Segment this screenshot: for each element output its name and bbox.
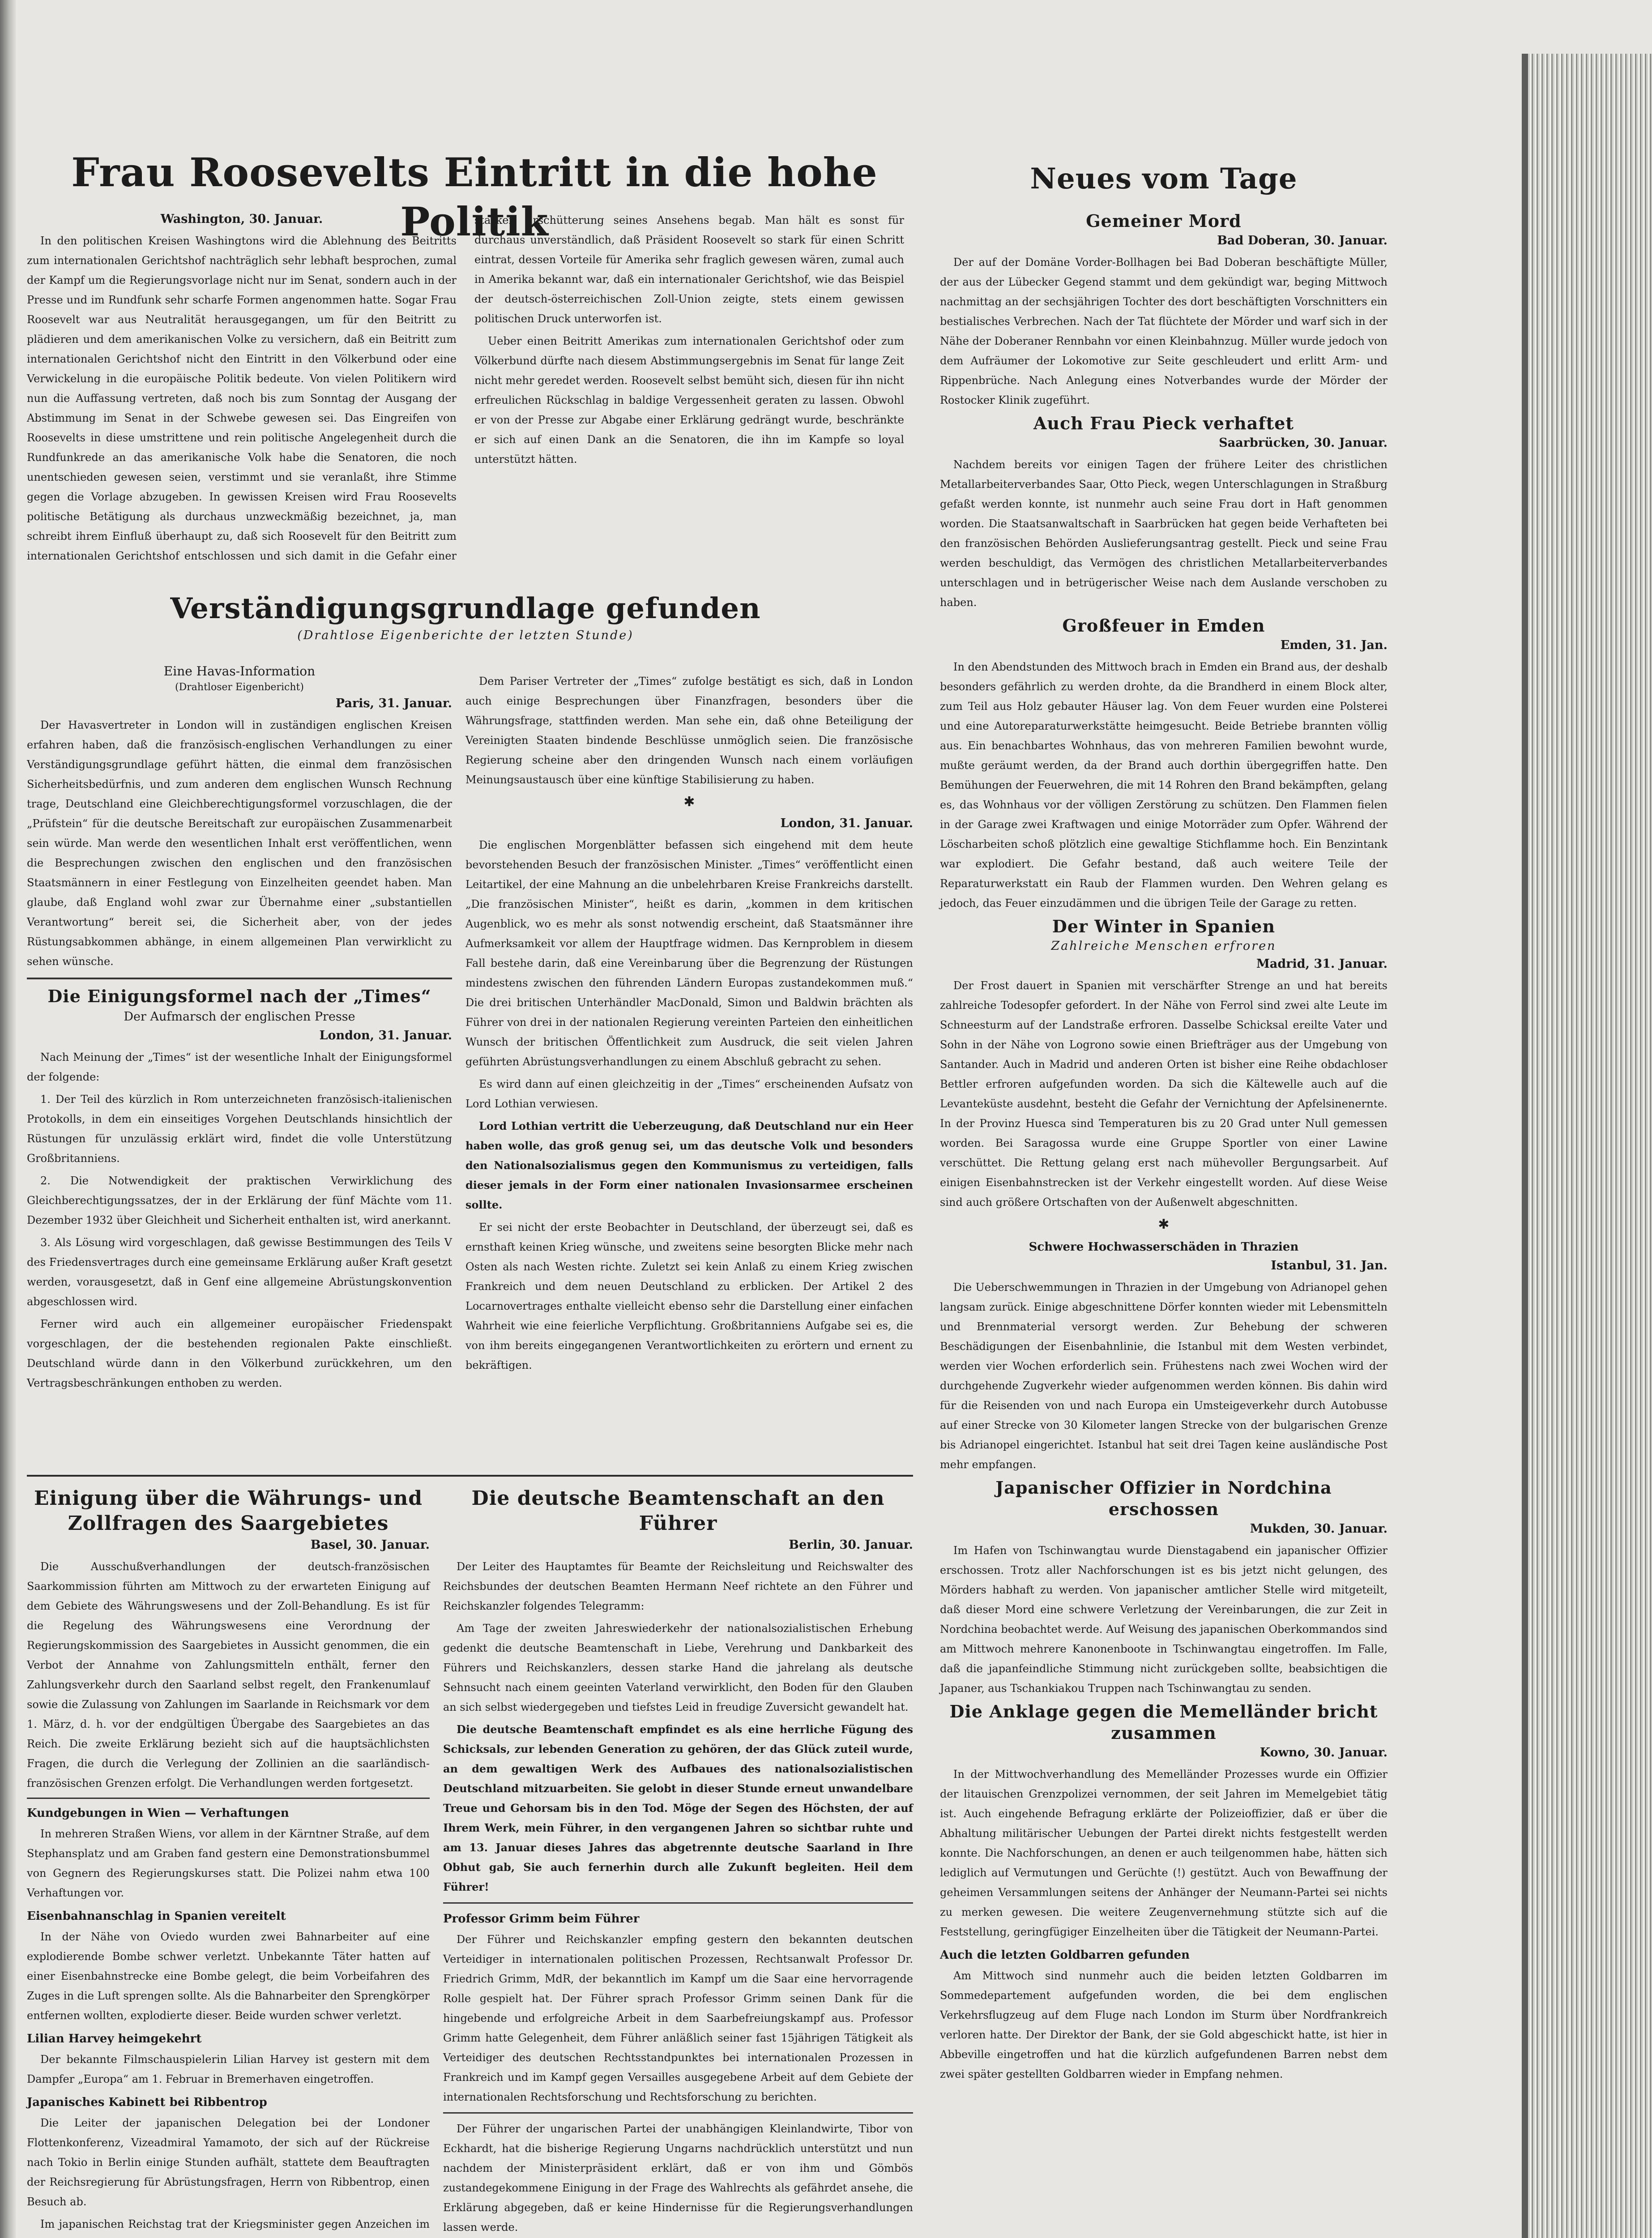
item-title: Auch die letzten Goldbarren gefunden — [940, 1948, 1190, 1962]
item-dateline: Mukden, 30. Januar. — [1250, 1522, 1387, 1536]
section-neues-vom-tage — [940, 161, 1387, 197]
headline-saar: Einigung über die Währungs- und Zollfragen des Saargebietes — [34, 1487, 423, 1535]
item-text: Der auf der Domäne Vorder-Bollhagen bei Bad Doberan beschäftigte Müller, der aus der Lübecker Gegend stammt und dem gekündigt war, beging Mittwoch nachmittag an der sechsjährigen Tochter des dort beschäftigten Vorschnitters ein bestialisches Verbrechen. Nach der Tat flüchtete der Mörder und warf sich in der Nähe der Doberaner Rennbahn vor einen Kleinbahnzug. Müller wurde jedoch von dem Aufräumer der Lokomotive zur Seite geschleudert und erlitt Arm- und Rippenbrüche. Nach Anlegung eines Notverbandes wurde der Mörder der Rostocker Klinik zugeführt. — [940, 256, 1387, 406]
item-dateline: Istanbul, 31. Jan. — [1271, 1259, 1387, 1273]
paragraph: 2. Die Notwendigkeit der praktischen Verwirklichung des Gleichberechtigungssatzes, der in der Erklärung der fünf Mächte vom 11. Dezember 1932 über Gleichheit und Sicherheit enthalten ist, wird anerkannt. — [27, 1175, 452, 1226]
book-binding — [0, 0, 16, 2238]
section-star: ✱ — [1158, 1217, 1170, 1232]
headline-neues-vom-tage: Neues vom Tage — [1030, 162, 1298, 196]
item-text: Nachdem bereits vor einigen Tagen der frühere Leiter des christlichen Metallarbeiterverbandes Saar, Otto Pieck, wegen Unterschlagungen in Straßburg gefaßt werden konnte, ist nunmehr auch seine Frau dort in Haft genommen worden. Die Staatsanwaltschaft in Saarbrücken hat gegen beide Verhafteten bei den französischen Behörden Auslieferungsantrag gestellt. Pieck und seine Frau werden beschuldigt, das Vermögen des christlichen Metallarbeiterverbandes unterschlagen und in betrügerischer Weise nach dem Auslande verschoben zu haben. — [940, 458, 1387, 609]
paragraph: Der Führer und Reichskanzler empfing gestern den bekannten deutschen Verteidiger in internationalen politischen Prozessen, Rechtsanwalt Professor Dr. Friedrich Grimm, MdR, der bekanntlich im Kampf um die Saar eine hervorragende Rolle gespielt hat. Der Führer sprach Professor Grimm seinen Dank für die hingebende und erfolgreiche Arbeit in dem Saarbefreiungskampf aus. Professor Grimm hatte Gelegenheit, dem Führer anläßlich seiner fast 15jährigen Tätigkeit als Verteidiger des deutschen Rechtsstandpunktes bei internationalen Prozessen in Frankreich und im Kampf gegen Versailles ausgegebene Arbeit auf dem Gebiete der internationalen Rechtsforschung und Rechtsforschung zu berichten. — [443, 1933, 913, 2103]
item-title: Schwere Hochwasserschäden in Thrazien — [1029, 1240, 1299, 1254]
paragraph: Er sei nicht der erste Beobachter in Deutschland, der überzeugt sei, daß es ernsthaft keinen Krieg wünsche, und zweitens seine besorgten Blicke mehr nach Osten als nach Westen richte. Zuletzt sei kein Anlaß zu einem Krieg zwischen Frankreich und dem neuen Deutschland zu erblicken. Der Artikel 2 des Locarnovertrages enthalte vielleicht ebenso sehr die Darstellung einer einfachen Wahrheit wie eine feierliche Verpflichtung. Großbritanniens Aufgabe sei es, die von ihm bereits eingegangenen Verantwortlichkeiten zu erörtern und ernent zu bekräftigen. — [465, 1221, 913, 1371]
paragraph: 1. Der Teil des kürzlich in Rom unterzeichneten französisch-italienischen Protokolls, in dem ein einseitiges Vorgehen Deutschlands hinsichtlich der Rüstungen für unzulässig erklärt wird, findet die volle Unterstützung Großbritanniens. — [27, 1093, 452, 1165]
dateline-berlin: Berlin, 30. Januar. — [789, 1538, 913, 1552]
divider — [27, 1798, 430, 1799]
neues-vom-tage-body — [940, 210, 1387, 2238]
item-dateline: Bad Doberan, 30. Januar. — [1217, 234, 1387, 248]
short-text: Die Leiter der japanischen Delegation bei der Londoner Flottenkonferenz, Vizeadmiral Yamamoto, der sich auf der Rückreise nach Tokio in Berlin einige Stunden aufhält, stattete dem Beauftragten der Reichsregierung für Abrüstungsfragen, Herrn von Ribbentrop, einen Besuch ab. — [27, 2117, 430, 2208]
page-edge-stack — [1522, 54, 1652, 2238]
item-text: Die Ueberschwemmungen in Thrazien in der Umgebung von Adrianopel gehen langsam zurück. Einige abgeschnittene Dörfer konnten wieder mit Lebensmitteln und Brennmaterial versorgt werden. Zur Behebung der schweren Beschädigungen der Eisenbahnlinie, die Istanbul mit dem Westen verbindet, werden vier Wochen erforderlich sein. Frühestens nach zwei Wochen wird der durchgehende Zugverkehr wieder aufgenommen werden können. Bis dahin wird für die Reisenden von und nach Europa ein Umsteigeverkehr durch Autobusse auf einer Strecke von 30 Kilometer langen Strecke von der bulgarischen Grenze bis Adrianopel eingerichtet. Istanbul hat seit drei Tagen keine ausländische Post mehr empfangen. — [940, 1281, 1387, 1471]
short-title: Lilian Harvey heimgekehrt — [27, 2032, 202, 2046]
item-title: Gemeiner Mord — [1086, 211, 1242, 231]
article-verstaendigung-header — [27, 591, 904, 645]
short-text: In mehreren Straßen Wiens, vor allem in der Kärntner Straße, auf dem Stephansplatz und am Graben fand gestern eine Demonstrationsbummel von Gegnern des Regierungskurses statt. Die Polizei nahm etwa 100 Verhaftungen vor. — [27, 1828, 430, 1899]
verstaendigung-right-column — [465, 671, 913, 1468]
paragraph: Lord Lothian vertritt die Ueberzeugung, daß Deutschland nur ein Heer haben wolle, das groß genug sei, um das deutsche Volk und besonders den Nationalsozialismus gegen den Kommunismus zu verteidigen, falls dieser jemals in der Form einer nationalen Invasionsarmee erscheinen sollte. — [465, 1119, 913, 1211]
section-star: ✱ — [683, 794, 695, 810]
article-roosevelt-body — [27, 210, 904, 568]
horizontal-rule — [27, 1475, 913, 1477]
paragraph: Ferner wird auch ein allgemeiner europäischer Friedenspakt vorgeschlagen, der die bestehenden regionalen Pakte einschließt. Deutschland würde dann in den Völkerbund zurückkehren, um den Vertragsbeschränkungen enthoben zu werden. — [27, 1318, 452, 1389]
dateline-basel: Basel, 30. Januar. — [310, 1538, 430, 1552]
article-beamtenschaft — [443, 1486, 913, 2238]
paragraph: Der Leiter des Hauptamtes für Beamte der Reichsleitung und Reichswalter des Reichsbundes der deutschen Beamten Hermann Neef richtete an den Führer und Reichskanzler folgendes Telegramm: — [443, 1560, 913, 1612]
paragraph: 3. Als Lösung wird vorgeschlagen, daß gewisse Bestimmungen des Teils V des Friedensvertrages durch eine gemeinsame Erklärung außer Kraft gesetzt werden, vorausgesetzt, daß in Genf eine allgemeine Abrüstungskonvention abgeschlossen wird. — [27, 1236, 452, 1308]
item-dateline: Madrid, 31. Januar. — [1256, 957, 1387, 971]
item-text: Am Mittwoch sind nunmehr auch die beiden letzten Goldbarren im Sommedepartement aufgefunden worden, die bei dem englischen Verkehrsflugzeug auf dem Fluge nach London im Sturm über Nordfrankreich verloren hatte. Der Direktor der Bank, der sie Gold abgeschickt hatte, ist hier in Abbeville eingetroffen und hat die kürzlich aufgefundenen Barren nebst dem zwei später gestellten Goldbarren wieder in Empfang nehmen. — [940, 1969, 1387, 2080]
headline-einigungsformel: Die Einigungsformel nach der „Times“ — [47, 986, 431, 1006]
source-subtitle: (Drahtloser Eigenbericht) — [175, 682, 304, 693]
paragraph: Nach Meinung der „Times“ ist der wesentliche Inhalt der Einigungsformel der folgende: — [27, 1051, 452, 1083]
item-subtitle: Zahlreiche Menschen erfroren — [1051, 939, 1276, 953]
source-title: Eine Havas-Information — [163, 664, 316, 679]
short-text: Im japanischen Reichstag trat der Kriegsminister gegen Anzeichen im — [40, 2218, 430, 2230]
item-text: In den Abendstunden des Mittwoch brach in Emden ein Brand aus, der deshalb besonders gefährlich zu werden drohte, da die Brandherd in einem Block alter, zum Teil aus Holz gebauter Häuser lag. Von dem Feuer wurden eine Polsterei und eine Autoreparaturwerkstätte heimgesucht. Beide Betriebe brannten völlig aus. Ein benachbartes Wohnhaus, das von mehreren Familien bewohnt wurde, mußte geräumt werden, da der Brand auch dorthin übergegriffen hatte. Den Bemühungen der Feuerwehren, die mit 14 Rohren den Brand bekämpften, gelang es, das Wohnhaus vor der völligen Zerstörung zu schützen. Den Flammen fielen in der Garage zwei Kraftwagen und einige Motorräder zum Opfer. Während der Löscharbeiten schoß plötzlich eine gewaltige Stichflamme hoch. Ein Benzintank war explodiert. Die Gefahr bestand, daß auch weitere Teile der Reparaturwerkstatt ein Raub der Flammen wurden. Den Wehren gelang es jedoch, das Feuer einzudämmen und die übrigen Teile der Garage zu retten. — [940, 661, 1387, 910]
item-text: In der Mittwochverhandlung des Memelländer Prozesses wurde ein Offizier der litauischen Grenzpolizei vernommen, der seit Jahren im Memelgebiet tätig ist. Auch eingehende Befragung erklärte der Polizeioffizier, daß er über die Abhaltung militärischer Uebungen der Partei direkt nichts festgestellt werden konnte. Die Nachforschungen, an denen er auch teilgenommen habe, hätten sich lediglich auf Vermutungen und Gerüchte (!) gestützt. Auch von Bewaffnung der geheimen Versammlungen seitens der Anhänger der Neumann-Partei sei nichts zu merken gewesen. Die weitere Zeugenvernehmung stützte sich auf die Feststellung, geringfügiger Einzelheiten über die Tätigkeit der Neumann-Partei. — [940, 1768, 1387, 1938]
paragraph: Die englischen Morgenblätter befassen sich eingehend mit dem heute bevorstehenden Besuch der französischen Minister. „Times“ veröffentlicht einen Leitartikel, der eine Mahnung an die unbelehrbaren Kreise Frankreichs darstellt. „Die französischen Minister“, heißt es darin, „kommen in dem kritischen Augenblick, wo es mehr als sonst notwendig erscheint, daß Staatsmänner ihre Aufmerksamkeit vor allem der Hauptfrage widmen. Das Kernproblem in diesem Fall bestehe darin, daß eine Vereinbarung über die Begrenzung der Rüstungen mindestens zwischen den führenden Ländern Europas zustandekommen muß.“ Die drei britischen Unterhändler MacDonald, Simon und Baldwin brächten als Führer von drei in der nationalen Regierung vereinten Parteien den einheitlichen Wunsch der britischen Öffentlichkeit zum Ausdruck, die seit vielen Jahren geführten Abrüstungsverhandlungen zu einem Abschluß gebracht zu sehen. — [465, 839, 913, 1068]
dateline-roosevelt: Washington, 30. Januar. — [160, 212, 323, 226]
item-title: Die Anklage gegen die Memelländer bricht zusammen — [949, 1701, 1378, 1743]
item-title: Großfeuer in Emden — [1062, 615, 1265, 636]
paragraph: Am Tage der zweiten Jahreswiederkehr der nationalsozialistischen Erhebung gedenkt die deutsche Beamtenschaft in Liebe, Verehrung und Dankbarkeit des Führers und Reichskanzlers, dessen starke Hand die jahrelang als deutsche Sehnsucht nach einem geeinten Vaterland verwirklicht, den Boden für den Glauben an sich selbst wiedergegeben und tiefstes Leid in freudige Zuversicht gewandelt hat. — [443, 1622, 913, 1713]
item-title: Auch Frau Pieck verhaftet — [1033, 413, 1294, 433]
headline-roosevelt: Frau Roosevelts Eintritt in die hohe Politik — [71, 149, 878, 245]
einigungsformel-subtitle: Der Aufmarsch der englischen Presse — [124, 1010, 355, 1024]
item-dateline: Saarbrücken, 30. Januar. — [1219, 436, 1387, 450]
paragraph: Dem Pariser Vertreter der „Times“ zufolge bestätigt es sich, daß in London auch einige Besprechungen über Finanzfragen, besonders über die Währungsfrage, stattfinden werden. Man sehe ein, daß ohne Beteiligung der Vereinigten Staaten bindende Beschlüsse unmöglich seien. Die französische Regierung scheine aber den dringenden Wunsch nach einem vorläufigen Meinungsaustausch über eine künftige Stabilisierung zu haben. — [465, 675, 913, 786]
grimm-title: Professor Grimm beim Führer — [443, 1912, 640, 1926]
dateline-london-2: London, 31. Januar. — [780, 816, 913, 830]
headline-verstaendigung: Verständigungsgrundlage gefunden — [170, 592, 761, 625]
item-dateline: Emden, 31. Jan. — [1280, 638, 1387, 652]
dateline-paris: Paris, 31. Januar. — [335, 696, 452, 710]
paragraph: Ueber einen Beitritt Amerikas zum internationalen Gerichtshof oder zum Völkerbund dürfte nach diesem Abstimmungsergebnis im Senat für lange Zeit nicht mehr geredet werden. Roosevelt selbst bemüht sich, diesen für ihn nicht erfreulichen Rückschlag in baldige Vergessenheit geraten zu lassen. Obwohl er von der Presse zur Abgabe einer Erklärung gedrängt wurde, beschränkte er sich auf einen Dank an die Senatoren, die ihn im Kampfe so loyal unterstützt hätten. — [474, 335, 904, 466]
item-dateline: Kowno, 30. Januar. — [1259, 1746, 1387, 1760]
item-title: Der Winter in Spanien — [1052, 916, 1276, 936]
paragraph: Der Havasvertreter in London will in zuständigen englischen Kreisen erfahren haben, daß die französisch-englischen Verhandlungen zu einer Verständigungsgrundlage geführt hätten, die einmal dem französischen Sicherheitsbedürfnis, und zum anderen dem englischen Wunsch Rechnung trage, Deutschland eine Gleichberechtigungsformel vorzuschlagen, die der „Prüfstein“ für die deutsche Bereitschaft zur europäischen Zusammenarbeit sein würde. Man werde den wesentlichen Inhalt erst veröffentlichen, wenn die Besprechungen zwischen den englischen und den französischen Staatsmännern in einer Festlegung von Einzelheiten geendet haben. Man glaube, daß England wohl zwar zur Übernahme einer „substantiellen Verantwortung“ bereit sei, die Sicherheit aber, von der jedes Rüstungsabkommen abhänge, in einem allgemeinen Plan verwirklicht zu sehen wünsche. — [27, 719, 452, 968]
divider — [443, 1902, 913, 1904]
dateline-london: London, 31. Januar. — [319, 1029, 452, 1042]
short-text: Der bekannte Filmschauspielerin Lilian Harvey ist gestern mit dem Dampfer „Europa“ am 1. Februar in Bremerhaven eingetroffen. — [27, 2053, 430, 2085]
verstaendigung-left-column — [27, 662, 452, 1468]
item-text: Im Hafen von Tschinwangtau wurde Dienstagabend ein japanischer Offizier erschossen. Trotz aller Nachforschungen ist es bis jetzt nicht gelungen, des Mörders habhaft zu werden. Von japanischer amtlicher Stelle wird mitgeteilt, daß dieser Mord eine schwere Verletzung der Vereinbarungen, die zur Zeit in Nordchina beobachtet werde. Auf Weisung des japanischen Oberkommandos sind am Mittwoch mehrere Kanonenboote in Tschinwangtau eingetroffen. Im Falle, daß die japanfeindliche Stimmung nicht zurückgeben sollte, beabsichtigen die Japaner, aus Tschankiakou Truppen nach Tschinwangtau zu senden. — [940, 1544, 1387, 1695]
short-title: Eisenbahnanschlag in Spanien vereitelt — [27, 1909, 286, 1923]
paragraph: Der Führer der ungarischen Partei der unabhängigen Kleinlandwirte, Tibor von Eckhardt, hat die bisherige Regierung Ungarns nachdrücklich unterstützt und nun nachdem der Ministerpräsident erklärt, daß er von ihm und Gömbös zustandegekommene Einigung in der Frage des Wahlrechts als gefährdet ansehe, die Erklärung abgegeben, daß er keine Hindernisse für die Regierungsverhandlungen lassen werde. — [443, 2123, 913, 2234]
article-saar — [27, 1486, 430, 2238]
divider — [27, 978, 452, 979]
divider — [443, 2112, 913, 2114]
short-title: Japanisches Kabinett bei Ribbentrop — [27, 2096, 267, 2109]
paragraph: Die Ausschußverhandlungen der deutsch-französischen Saarkommission führten am Mittwoch zu der erwarteten Einigung auf dem Gebiete des Währungswesens und der Zoll-Behandlung. Es ist für die Regelung des Währungswesens eine Verordnung der Regierungskommission des Saargebietes in Aussicht genommen, die ein Verbot der Annahme von Zahlungsmitteln enthält, ferner den Zahlungsverkehr durch den Saarland selbst regelt, den Frankenumlauf sowie die Zulassung von Zahlungen im Saarlande in Reichsmark vor dem 1. März, d. h. vor der endgültigen Übergabe des Saargebietes an das Reich. Die zweite Erklärung bezieht sich auf die hauptsächlichsten Fragen, die durch die Verlegung der Zollinien an die saarländisch-französischen Grenzen erfolgt. Die Verhandlungen werden fortgesetzt. — [27, 1560, 430, 1790]
item-text: Der Frost dauert in Spanien mit verschärfter Strenge an und hat bereits zahlreiche Todesopfer gefordert. In der Nähe von Ferrol sind zwei alte Leute im Schneesturm auf der Landstraße erfroren. Dasselbe Schicksal ereilte Vater und Sohn in der Nähe von Logrono sowie einen Briefträger aus der Umgebung von Santander. Auch in Madrid und anderen Orten ist bisher eine Reihe obdachloser Bettler erfroren aufgefunden worden. Da sich die Kältewelle auch auf die Levanteküste ausdehnt, besteht die Gefahr der Vernichtung der Apfelsinenernte. In der Provinz Huesca sind Temperaturen bis zu 20 Grad unter Null gemessen worden. Bei Saragossa wurde eine Gruppe Sportler von einer Lawine verschüttet. Die Rettung gelang erst nach mühevoller Bergungsarbeit. Auf einigen Eisenbahnstrecken ist der Verkehr eingestellt worden. Auf diese Weise sind auch größere Ortschaften von der Außenwelt abgeschnitten. — [940, 979, 1387, 1209]
item-title: Japanischer Offizier in Nordchina erschossen — [995, 1478, 1332, 1519]
paragraph: In den politischen Kreisen Washingtons wird die Ablehnung des Beitritts zum internationalen Gerichtshof nachträglich sehr lebhaft besprochen, zumal der Kampf um die Regierungsvorlage nicht nur im Senat, sondern auch in der Presse und im Rundfunk sehr scharfe Formen angenommen hatte. Sogar Frau Roosevelt war aus Neutralität herausgegangen, um für den Beitritt zu plädieren und dem amerikanischen Volke zu versichern, daß ein Beitritt zum internationalen Gerichtshof nicht den Eintritt in den Völkerbund oder eine Verwickelung in die europäische Politik bedeute. Von vielen Politikern wird nun die Auffassung vertreten, daß noch bis zum Sonntag der Ausgang der Abstimmung im Senat in der Schwebe gewesen sei. Das Eingreifen von Roosevelts in diese umstrittene und rein politische Angelegenheit durch die Rundfunkrede an das amerikanische Volk habe die Senatoren, die noch unentschieden gewesen seien, verstimmt und sie veranlaßt, ihre Stimme gegen die Vorlage abzugeben. In gewissen Kreisen wird Frau Roosevelts politische Betätigung als durchaus unzweckmäßig bezeichnet, ja, man schreibt ihrem Einfluß überhaupt zu, daß sich Roosevelt für den Beitritt zum internationalen Gerichtshof entschlossen und sich damit in die Gefahr einer starken Erschütterung seines Ansehens begab. Man hält es sonst für durchaus unverständlich, daß Präsident Roosevelt so stark für einen Schritt eintrat, dessen Vorteile für Amerika sehr fraglich gewesen wären, zumal auch in Amerika bekannt war, daß ein internationaler Gerichtshof, wie das Beispiel der deutsch-österreichischen Zoll-Union zeigte, stets einem gewissen politischen Druck unterworfen ist. — [27, 214, 904, 562]
headline-beamtenschaft: Die deutsche Beamtenschaft an den Führer — [471, 1487, 885, 1535]
subheadline-verstaendigung: (Drahtlose Eigenberichte der letzten Stunde) — [297, 628, 634, 642]
paragraph: Die deutsche Beamtenschaft empfindet es als eine herrliche Fügung des Schicksals, zur lebenden Generation zu gehören, der das Glück zuteil wurde, an dem gewaltigen Werk des Aufbaues des nationalsozialistischen Deutschland mitzuarbeiten. Sie gelobt in dieser Stunde erneut unwandelbare Treue und Gehorsam bis in den Tod. Möge der Segen des Höchsten, der auf Ihrem Werk, mein Führer, in den vergangenen Jahren so sichtbar ruhte und am 13. Januar dieses Jahres das abgetrennte deutsche Saarland in Ihre Obhut gab, Sie auch fernerhin durch alle Zukunft begleiten. Heil dem Führer! — [443, 1723, 913, 1893]
short-text: In der Nähe von Oviedo wurden zwei Bahnarbeiter auf eine explodierende Bombe schwer verletzt. Unbekannte Täter hatten auf einer Eisenbahnstrecke eine Bombe gelegt, die beim Vorbeifahren des Zuges in die Luft sprengen sollte. Als die Bahnarbeiter den Sprengkörper entfernen wollten, explodierte dieser. Beide wurden schwer verletzt. — [27, 1930, 430, 2022]
short-title: Kundgebungen in Wien — Verhaftungen — [27, 1807, 289, 1820]
paragraph: Es wird dann auf einen gleichzeitig in der „Times“ erscheinenden Aufsatz von Lord Lothian verwiesen. — [465, 1078, 913, 1110]
